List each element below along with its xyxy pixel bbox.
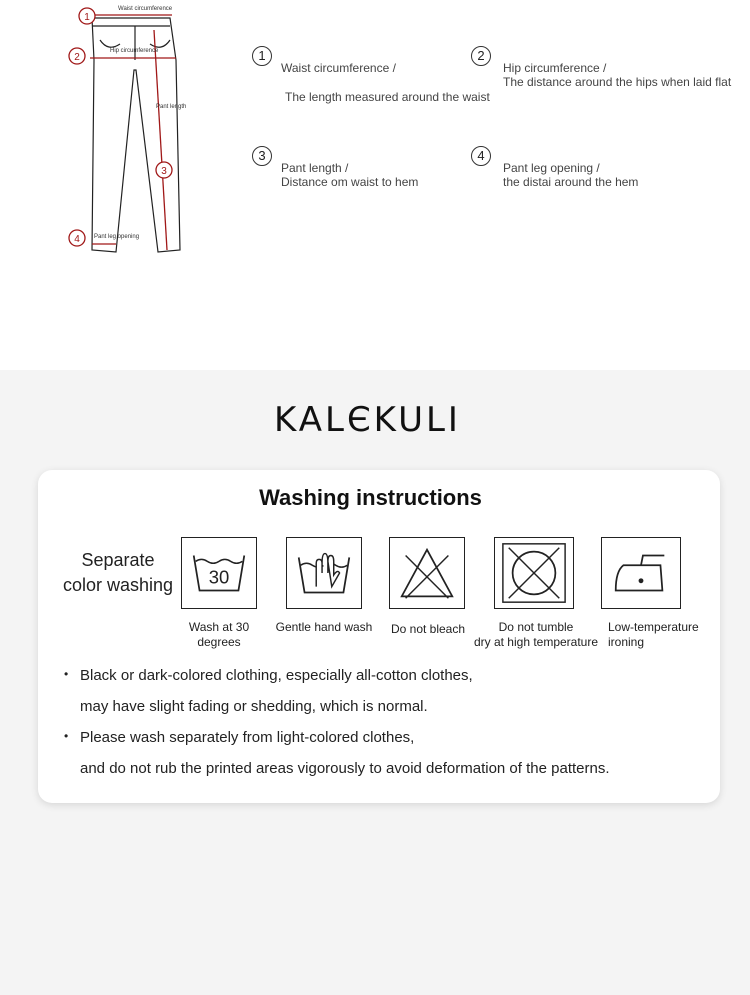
wash-30-icon bbox=[181, 537, 257, 609]
leg-label: Pant leg opening bbox=[94, 234, 140, 240]
separate-color-washing bbox=[48, 548, 188, 598]
number-circle: 3 bbox=[252, 146, 272, 166]
length-line bbox=[154, 30, 167, 250]
marker-4: 4 bbox=[74, 234, 80, 245]
marker-2: 2 bbox=[74, 52, 80, 63]
measurement-title: Pant length / bbox=[281, 161, 349, 175]
length-label: Pant length bbox=[156, 104, 187, 110]
bullet: • bbox=[64, 667, 69, 681]
no-tumble-dry-label: Do not tumble dry at high temperature bbox=[473, 620, 599, 649]
washing-instructions-card bbox=[38, 470, 720, 803]
hand-wash-label: Gentle hand wash bbox=[275, 620, 373, 634]
low-iron-icon bbox=[601, 537, 681, 609]
no-bleach-label: Do not bleach bbox=[390, 622, 466, 636]
note-text: Black or dark-colored clothing, especially all-cotton clothes, bbox=[80, 667, 473, 684]
no-tumble-dry-icon bbox=[494, 537, 574, 609]
measurement-desc: The distance around the hips when laid flat bbox=[503, 75, 732, 89]
measurement-title: Pant leg opening / bbox=[503, 161, 600, 175]
measurement-waist bbox=[252, 46, 492, 106]
marker-1: 1 bbox=[84, 12, 90, 23]
bullet: • bbox=[64, 729, 69, 743]
measurement-desc: The length measured around the waist bbox=[285, 90, 490, 104]
measurement-length bbox=[252, 146, 452, 196]
measurement-desc: the distai around the hem bbox=[503, 175, 639, 189]
separate-line-1: Separate bbox=[81, 550, 155, 570]
no-bleach-icon bbox=[389, 537, 465, 609]
measurement-desc: Distance om waist to hem bbox=[281, 175, 419, 189]
waist-label: Waist circumference bbox=[118, 6, 173, 12]
pants-size-diagram bbox=[60, 0, 210, 270]
note-text: may have slight fading or shedding, which is normal. bbox=[80, 698, 428, 715]
marker-3: 3 bbox=[161, 166, 167, 177]
number-circle: 1 bbox=[252, 46, 272, 66]
measurement-leg-opening bbox=[471, 146, 691, 196]
number-circle: 2 bbox=[471, 46, 491, 66]
card-title: Washing instructions bbox=[259, 485, 482, 510]
wash-temperature: 30 bbox=[208, 566, 230, 588]
hand-wash-icon bbox=[286, 537, 362, 609]
wash-30-label: Wash at 30 degrees bbox=[188, 620, 250, 649]
note-text: Please wash separately from light-colored clothes, bbox=[80, 729, 415, 746]
measurement-hip bbox=[471, 46, 741, 96]
measurement-title: Waist circumference / bbox=[281, 61, 396, 75]
note-text: and do not rub the printed areas vigorously to avoid deformation of the patterns. bbox=[80, 760, 610, 777]
brand-logo: KALЄKULI bbox=[274, 400, 461, 440]
measurement-title: Hip circumference / bbox=[503, 61, 607, 75]
hip-label: Hip circumference bbox=[110, 48, 159, 54]
number-circle: 4 bbox=[471, 146, 491, 166]
low-iron-label: Low-temperature ironing bbox=[608, 620, 699, 649]
separate-line-2: color washing bbox=[62, 575, 174, 595]
